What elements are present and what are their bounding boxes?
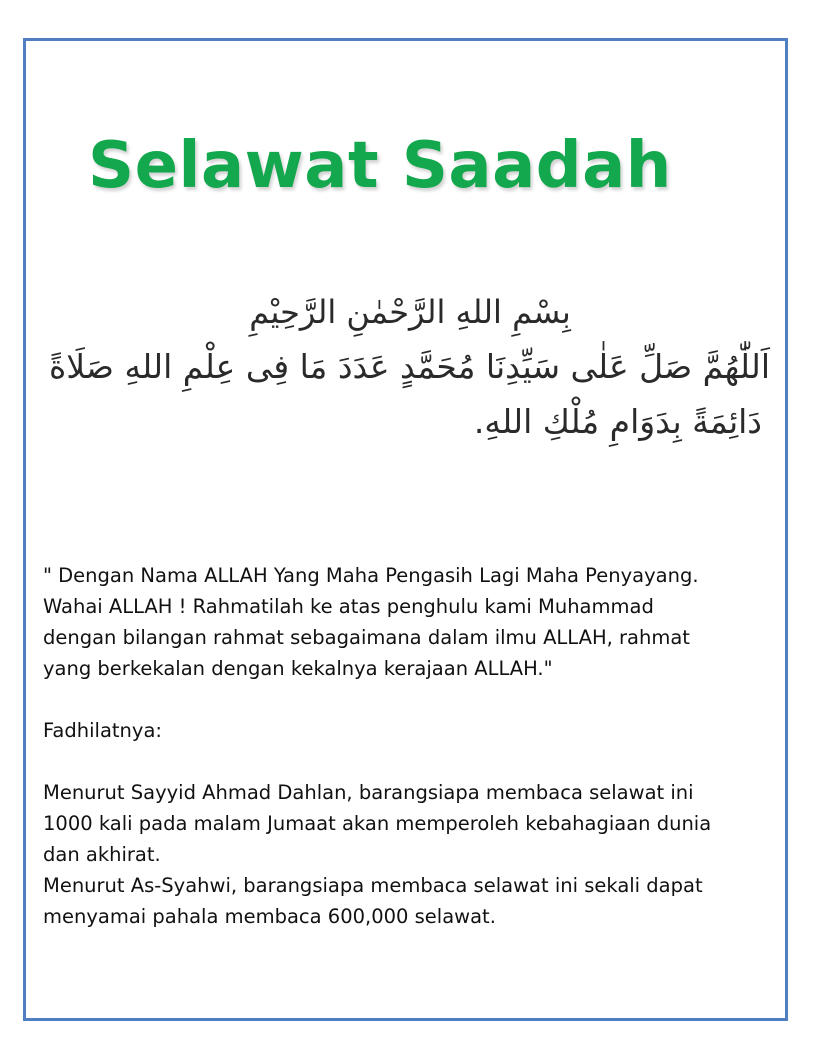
arabic-selawat-line-1: اَللّٰهُمَّ صَلِّ عَلٰى سَيِّدِنَا مُحَمَّدٍ عَدَدَ مَا فِى عِلْمِ اللهِ صَلَاةً (48, 347, 770, 386)
translation-line: dengan bilangan rahmat sebagaimana dalam ilmu ALLAH, rahmat (43, 626, 690, 649)
fadhilat-heading: Fadhilatnya: (43, 719, 162, 742)
translation-line: " Dengan Nama ALLAH Yang Maha Pengasih Lagi Maha Penyayang. (43, 564, 699, 587)
translation-line: Wahai ALLAH ! Rahmatilah ke atas penghulu kami Muhammad (43, 595, 654, 618)
arabic-text (48, 293, 770, 441)
page-title: Selawat Saadah (88, 129, 672, 203)
spacer (43, 746, 783, 777)
fadhilat-line: menyamai pahala membaca 600,000 selawat. (43, 905, 496, 928)
fadhilat-line: dan akhirat. (43, 843, 161, 866)
fadhilat-line: Menurut Sayyid Ahmad Dahlan, barangsiapa membaca selawat ini (43, 781, 694, 804)
translation-line: yang berkekalan dengan kekalnya kerajaan ALLAH." (43, 657, 553, 680)
spacer (43, 684, 783, 715)
fadhilat-line: 1000 kali pada malam Jumaat akan memperoleh kebahagiaan dunia (43, 812, 712, 835)
arabic-selawat-line-2: دَائِمَةً بِدَوَامِ مُلْكِ اللهِ. (473, 402, 762, 441)
fadhilat-line: Menurut As-Syahwi, barangsiapa membaca selawat ini sekali dapat (43, 874, 703, 897)
body-text (43, 560, 783, 932)
arabic-basmalah: بِسْمِ اللهِ الرَّحْمٰنِ الرَّحِيْمِ (249, 293, 571, 331)
